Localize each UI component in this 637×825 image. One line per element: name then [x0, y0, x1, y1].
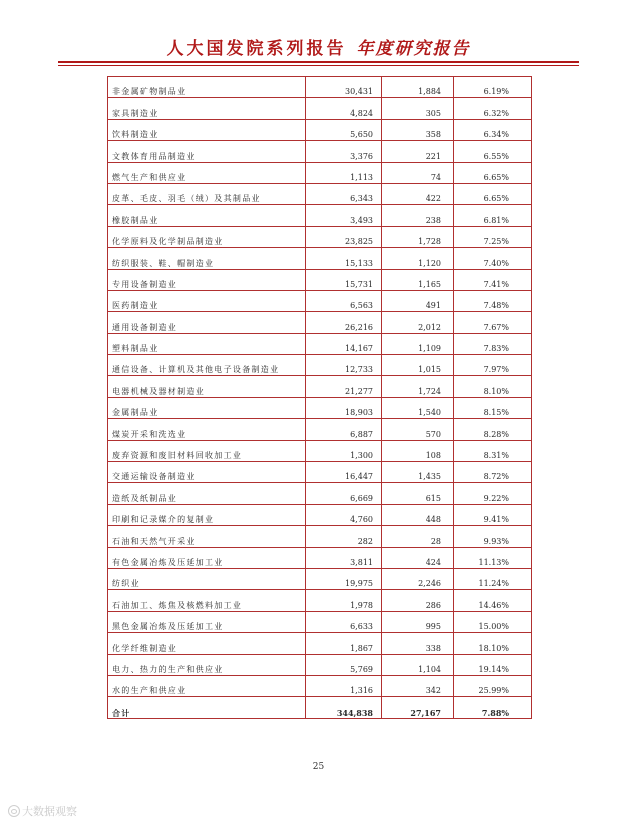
table-row	[108, 654, 532, 675]
percentage-cell: 8.15%	[454, 397, 532, 418]
industry-name-cell: 电器机械及器材制造业	[108, 376, 306, 397]
value-2-cell: 286	[382, 590, 454, 611]
table-row	[108, 526, 532, 547]
industry-name-cell: 橡胶制品业	[108, 205, 306, 226]
value-1-cell: 5,650	[306, 119, 382, 140]
value-2-cell: 491	[382, 290, 454, 311]
header-rule-thin	[58, 65, 579, 66]
percentage-cell: 7.48%	[454, 290, 532, 311]
industry-name-cell: 纺织服装、鞋、帽制造业	[108, 248, 306, 269]
percentage-cell: 14.46%	[454, 590, 532, 611]
value-2-cell: 1,884	[382, 77, 454, 98]
percentage-cell: 7.97%	[454, 355, 532, 376]
percentage-cell: 6.19%	[454, 77, 532, 98]
watermark-text: 大数据观察	[22, 805, 77, 818]
value-1-cell: 5,769	[306, 654, 382, 675]
value-1-cell: 12,733	[306, 355, 382, 376]
table-row	[108, 269, 532, 290]
industry-name-cell: 废弃资源和废旧材料回收加工业	[108, 440, 306, 461]
value-1-cell: 4,760	[306, 504, 382, 525]
table-row	[108, 376, 532, 397]
industry-name-cell: 医药制造业	[108, 290, 306, 311]
percentage-cell: 6.65%	[454, 183, 532, 204]
percentage-cell: 9.93%	[454, 526, 532, 547]
table-row	[108, 333, 532, 354]
table-row	[108, 355, 532, 376]
report-series-title: 人大国发院系列报告	[166, 39, 347, 59]
percentage-cell: 25.99%	[454, 675, 532, 696]
value-1-cell: 1,316	[306, 675, 382, 696]
industry-name-cell: 皮革、毛皮、羽毛（绒）及其制品业	[108, 183, 306, 204]
industry-name-cell: 合计	[108, 697, 306, 718]
industry-name-cell: 文教体育用品制造业	[108, 141, 306, 162]
table-row	[108, 248, 532, 269]
value-2-cell: 1,540	[382, 397, 454, 418]
table-row	[108, 290, 532, 311]
table-row	[108, 483, 532, 504]
percentage-cell: 6.34%	[454, 119, 532, 140]
industry-name-cell: 黑色金属冶炼及压延加工业	[108, 611, 306, 632]
percentage-cell: 19.14%	[454, 654, 532, 675]
value-1-cell: 1,113	[306, 162, 382, 183]
table-row	[108, 183, 532, 204]
weibo-icon	[8, 805, 20, 817]
value-1-cell: 15,133	[306, 248, 382, 269]
industry-name-cell: 饮料制造业	[108, 119, 306, 140]
industry-name-cell: 金属制品业	[108, 397, 306, 418]
value-1-cell: 1,300	[306, 440, 382, 461]
value-2-cell: 358	[382, 119, 454, 140]
value-1-cell: 1,978	[306, 590, 382, 611]
value-1-cell: 1,867	[306, 633, 382, 654]
percentage-cell: 11.24%	[454, 568, 532, 589]
percentage-cell: 7.25%	[454, 226, 532, 247]
value-1-cell: 18,903	[306, 397, 382, 418]
value-1-cell: 6,633	[306, 611, 382, 632]
value-1-cell: 14,167	[306, 333, 382, 354]
industry-name-cell: 印刷和记录媒介的复制业	[108, 504, 306, 525]
value-2-cell: 422	[382, 183, 454, 204]
value-1-cell: 16,447	[306, 462, 382, 483]
value-1-cell: 19,975	[306, 568, 382, 589]
value-1-cell: 282	[306, 526, 382, 547]
table-row	[108, 504, 532, 525]
percentage-cell: 8.72%	[454, 462, 532, 483]
value-2-cell: 1,728	[382, 226, 454, 247]
value-2-cell: 74	[382, 162, 454, 183]
value-2-cell: 1,109	[382, 333, 454, 354]
table-body	[108, 77, 532, 719]
industry-name-cell: 有色金属冶炼及压延加工业	[108, 547, 306, 568]
percentage-cell: 7.41%	[454, 269, 532, 290]
industry-name-cell: 水的生产和供应业	[108, 675, 306, 696]
table-row	[108, 611, 532, 632]
value-1-cell: 26,216	[306, 312, 382, 333]
value-1-cell: 23,825	[306, 226, 382, 247]
page-number: 25	[312, 762, 325, 772]
value-2-cell: 238	[382, 205, 454, 226]
percentage-cell: 15.00%	[454, 611, 532, 632]
value-2-cell: 221	[382, 141, 454, 162]
table-row	[108, 462, 532, 483]
value-2-cell: 2,012	[382, 312, 454, 333]
value-2-cell: 1,104	[382, 654, 454, 675]
percentage-cell: 6.32%	[454, 98, 532, 119]
value-1-cell: 6,343	[306, 183, 382, 204]
table-row	[108, 633, 532, 654]
value-1-cell: 3,493	[306, 205, 382, 226]
table-row	[108, 397, 532, 418]
percentage-cell: 7.67%	[454, 312, 532, 333]
value-2-cell: 338	[382, 633, 454, 654]
industry-name-cell: 非金属矿物制品业	[108, 77, 306, 98]
percentage-cell: 6.65%	[454, 162, 532, 183]
value-2-cell: 27,167	[382, 697, 454, 718]
table-row	[108, 119, 532, 140]
value-2-cell: 1,015	[382, 355, 454, 376]
percentage-cell: 7.83%	[454, 333, 532, 354]
value-2-cell: 1,165	[382, 269, 454, 290]
table-total-row	[108, 697, 532, 718]
value-2-cell: 1,435	[382, 462, 454, 483]
value-1-cell: 4,824	[306, 98, 382, 119]
percentage-cell: 8.31%	[454, 440, 532, 461]
report-subtitle: 年度研究报告	[356, 39, 471, 59]
percentage-cell: 6.55%	[454, 141, 532, 162]
industry-name-cell: 化学纤维制造业	[108, 633, 306, 654]
value-1-cell: 15,731	[306, 269, 382, 290]
value-1-cell: 21,277	[306, 376, 382, 397]
industry-name-cell: 通用设备制造业	[108, 312, 306, 333]
industry-name-cell: 煤炭开采和洗选业	[108, 419, 306, 440]
industry-name-cell: 专用设备制造业	[108, 269, 306, 290]
value-1-cell: 344,838	[306, 697, 382, 718]
table-row	[108, 568, 532, 589]
industry-name-cell: 石油和天然气开采业	[108, 526, 306, 547]
industry-name-cell: 燃气生产和供应业	[108, 162, 306, 183]
table-row	[108, 98, 532, 119]
table-row	[108, 77, 532, 98]
value-2-cell: 2,246	[382, 568, 454, 589]
table-row	[108, 141, 532, 162]
value-1-cell: 6,887	[306, 419, 382, 440]
value-1-cell: 30,431	[306, 77, 382, 98]
value-2-cell: 28	[382, 526, 454, 547]
value-2-cell: 342	[382, 675, 454, 696]
value-2-cell: 448	[382, 504, 454, 525]
industry-name-cell: 交通运输设备制造业	[108, 462, 306, 483]
percentage-cell: 8.10%	[454, 376, 532, 397]
table-row	[108, 675, 532, 696]
table-row	[108, 440, 532, 461]
table-row	[108, 547, 532, 568]
table-row	[108, 590, 532, 611]
value-2-cell: 108	[382, 440, 454, 461]
industry-data-table	[107, 76, 532, 719]
table-row	[108, 205, 532, 226]
value-2-cell: 1,120	[382, 248, 454, 269]
percentage-cell: 9.41%	[454, 504, 532, 525]
value-2-cell: 995	[382, 611, 454, 632]
table-row	[108, 312, 532, 333]
industry-name-cell: 造纸及纸制品业	[108, 483, 306, 504]
table-row	[108, 226, 532, 247]
value-2-cell: 615	[382, 483, 454, 504]
value-1-cell: 3,811	[306, 547, 382, 568]
table-row	[108, 419, 532, 440]
value-2-cell: 424	[382, 547, 454, 568]
watermark	[8, 803, 77, 819]
percentage-cell: 9.22%	[454, 483, 532, 504]
value-1-cell: 3,376	[306, 141, 382, 162]
percentage-cell: 6.81%	[454, 205, 532, 226]
industry-name-cell: 纺织业	[108, 568, 306, 589]
percentage-cell: 7.88%	[454, 697, 532, 718]
industry-name-cell: 化学原料及化学制品制造业	[108, 226, 306, 247]
percentage-cell: 8.28%	[454, 419, 532, 440]
percentage-cell: 11.13%	[454, 547, 532, 568]
percentage-cell: 18.10%	[454, 633, 532, 654]
percentage-cell: 7.40%	[454, 248, 532, 269]
industry-name-cell: 家具制造业	[108, 98, 306, 119]
industry-name-cell: 石油加工、炼焦及核燃料加工业	[108, 590, 306, 611]
value-1-cell: 6,563	[306, 290, 382, 311]
value-2-cell: 305	[382, 98, 454, 119]
industry-name-cell: 通信设备、计算机及其他电子设备制造业	[108, 355, 306, 376]
value-2-cell: 570	[382, 419, 454, 440]
value-2-cell: 1,724	[382, 376, 454, 397]
header-rule-thick	[58, 61, 579, 63]
value-1-cell: 6,669	[306, 483, 382, 504]
report-header	[0, 34, 637, 59]
table-row	[108, 162, 532, 183]
industry-name-cell: 塑料制品业	[108, 333, 306, 354]
industry-name-cell: 电力、热力的生产和供应业	[108, 654, 306, 675]
